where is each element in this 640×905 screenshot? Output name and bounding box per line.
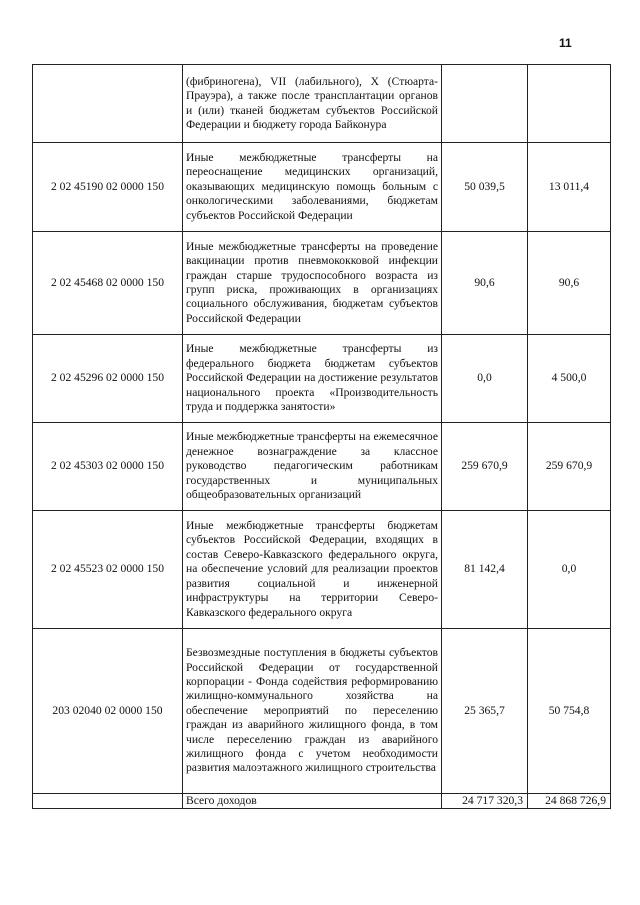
value-2-cell: 4 500,0 [528,335,611,423]
description-cell: Иные межбюджетные трансферты из федерального бюджета бюджетам субъектов Российской Федерации на достижение результатов национального проекта «Производительность труда и поддержка занятости» [183,335,442,423]
description-cell: Иные межбюджетные трансферты на переоснащение медицинских организаций, оказывающих медицинскую помощь больным с онкологическими заболеваниями, бюджетам субъектов Российской Федерации [183,143,442,232]
value-1-cell: 259 670,9 [442,423,528,511]
value-1-cell: 50 039,5 [442,143,528,232]
table-row [33,65,611,143]
value-2-cell: 50 754,8 [528,629,611,794]
value-2-cell: 0,0 [528,511,611,629]
table-row [33,629,611,794]
budget-code-cell: 2 02 45523 02 0000 150 [33,511,183,629]
description-cell: Иные межбюджетные трансферты бюджетам субъектов Российской Федерации, входящих в состав Северо-Кавказского федерального округа, на обеспечение условий для реализации проектов развития социальной и инженерной инфраструктуры на территории Северо-Кавказского федерального округа [183,511,442,629]
table-row [33,511,611,629]
budget-code-cell: 2 02 45303 02 0000 150 [33,423,183,511]
value-1-cell: 81 142,4 [442,511,528,629]
description-cell: Безвозмездные поступления в бюджеты субъектов Российской Федерации от государственной корпорации - Фонда содействия реформированию жилищно-коммунального хозяйства на обеспечение мероприятий по переселению граждан из аварийного жилищного фонда, в том числе переселению граждан из аварийного жилищного фонда с учетом необходимости развития малоэтажного жилищного строительства [183,629,442,794]
value-2-cell: 259 670,9 [528,423,611,511]
budget-code-cell [33,65,183,143]
budget-code-cell: 203 02040 02 0000 150 [33,629,183,794]
total-code-cell [33,794,183,809]
page-number: 11 [559,36,572,50]
budget-code-cell: 2 02 45296 02 0000 150 [33,335,183,423]
value-1-cell: 90,6 [442,232,528,335]
table-row [33,232,611,335]
value-2-cell: 13 011,4 [528,143,611,232]
value-2-cell: 90,6 [528,232,611,335]
table-row [33,335,611,423]
description-cell: (фибриногена), VII (лабильного), X (Стюарта-Прауэра), а также после трансплантации органов и (или) тканей бюджетам субъектов Российской Федерации и бюджету города Байконура [183,65,442,143]
total-row [33,794,611,809]
revenue-table [32,64,611,809]
budget-code-cell: 2 02 45190 02 0000 150 [33,143,183,232]
value-2-cell [528,65,611,143]
value-1-cell: 0,0 [442,335,528,423]
total-value-1: 24 717 320,3 [442,794,528,809]
value-1-cell: 25 365,7 [442,629,528,794]
description-cell: Иные межбюджетные трансферты на ежемесячное денежное вознаграждение за классное руководство педагогическим работникам государственных и муниципальных общеобразовательных организаций [183,423,442,511]
table-row [33,423,611,511]
description-cell: Иные межбюджетные трансферты на проведение вакцинации против пневмококковой инфекции граждан старше трудоспособного возраста из групп риска, проживающих в организациях социального обслуживания, бюджетам субъектов Российской Федерации [183,232,442,335]
table-row [33,143,611,232]
total-label: Всего доходов [183,794,442,809]
value-1-cell [442,65,528,143]
budget-code-cell: 2 02 45468 02 0000 150 [33,232,183,335]
total-value-2: 24 868 726,9 [528,794,611,809]
